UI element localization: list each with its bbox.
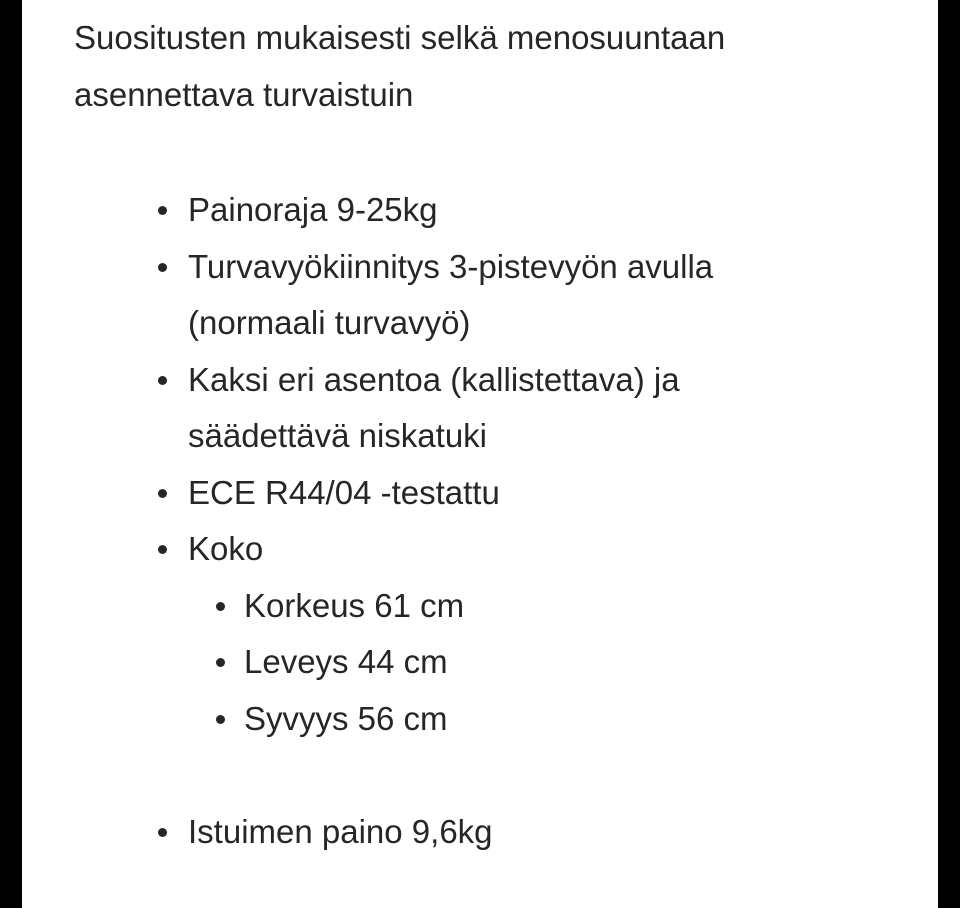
list-item	[22, 804, 838, 861]
weight-text: Istuimen paino 9,6kg	[188, 813, 493, 850]
feature-list	[22, 182, 938, 747]
size-sublist	[188, 578, 838, 748]
weight-list	[22, 804, 938, 861]
bullet-icon	[158, 545, 167, 554]
feature-text: Painoraja 9-25kg	[188, 191, 438, 228]
bullet-icon	[216, 658, 225, 667]
bullet-icon	[158, 828, 167, 837]
feature-text: Turvavyökiinnitys 3-pistevyön avulla (normaali turvavyö)	[188, 247, 714, 341]
list-item	[22, 182, 838, 239]
bullet-icon	[158, 206, 167, 215]
feature-text: Koko	[188, 530, 264, 567]
size-text: Korkeus 61 cm	[244, 586, 465, 624]
bullet-icon	[158, 376, 167, 385]
list-item	[188, 634, 838, 691]
size-text: Syvyys 56 cm	[244, 699, 448, 737]
feature-text: ECE R44/04 -testattu	[188, 473, 500, 511]
list-item	[22, 521, 838, 747]
size-text: Leveys 44 cm	[244, 643, 448, 680]
intro-text: Suositusten mukaisesti selkä menosuuntaan asennettava turvaistuin	[74, 19, 726, 113]
list-item	[188, 691, 838, 748]
list-item	[22, 239, 838, 352]
bullet-icon	[216, 602, 225, 611]
product-description-panel	[22, 0, 938, 908]
list-item	[188, 578, 838, 635]
feature-text: Kaksi eri asentoa (kallistettava) ja säädettävä niskatuki	[188, 360, 680, 454]
list-item	[22, 352, 838, 465]
bullet-icon	[216, 715, 225, 724]
list-item	[22, 465, 838, 522]
bullet-icon	[158, 489, 167, 498]
bullet-icon	[158, 263, 167, 272]
